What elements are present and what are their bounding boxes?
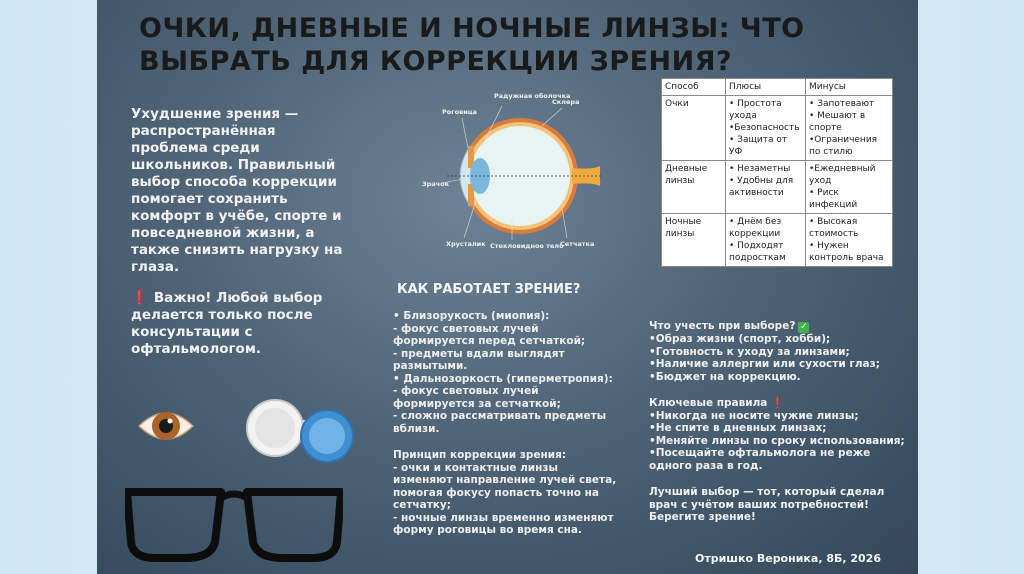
lens-case-icon — [245, 398, 357, 466]
rules-title-text: Ключевые правила — [649, 397, 768, 409]
principle-line: - ночные линзы временно изменяют форму роговицы во время сна. — [393, 511, 614, 536]
how-vision-works-text — [393, 310, 618, 537]
table-row — [662, 161, 893, 214]
page-title — [139, 12, 899, 78]
choice-advice — [649, 320, 911, 524]
table-row — [662, 214, 893, 267]
label-retina: Сетчатка — [560, 240, 595, 248]
label-vitreous: Стекловидное тело — [490, 242, 564, 250]
table-cell-method: Очки — [662, 96, 726, 161]
rule-item: •Меняйте линзы по сроку использования; — [649, 434, 905, 447]
conclusion-text: Лучший выбор — тот, который сделал врач с учётом ваших потребностей! Берегите зрение! — [649, 486, 885, 523]
pro-item: •Безопасность — [729, 123, 800, 133]
check-icon: ✓ — [800, 322, 808, 332]
pro-item: • Днём без коррекции — [729, 217, 782, 239]
label-lens: Хрусталик — [446, 240, 486, 248]
spacer — [393, 435, 618, 449]
exclamation-icon: ❗ — [771, 397, 785, 409]
how-vision-works-title: КАК РАБОТАЕТ ЗРЕНИЕ? — [397, 282, 581, 297]
con-item: • Нужен контроль врача — [809, 241, 884, 263]
poster — [97, 0, 918, 574]
title-line-2: ВЫБРАТЬ ДЛЯ КОРРЕКЦИИ ЗРЕНИЯ? — [139, 46, 733, 77]
intro-block — [131, 106, 356, 372]
glasses-icon — [125, 482, 343, 562]
choose-item: •Готовность к уходу за линзами; — [649, 345, 850, 358]
how-line: • Дальнозоркость (гиперметропия): — [393, 372, 613, 385]
how-line: - сложно рассматривать предметы вблизи. — [393, 410, 607, 435]
table-cell-pros — [726, 96, 806, 161]
rules-title — [649, 397, 911, 410]
table-cell-method: Ночные линзы — [662, 214, 726, 267]
table-header-method: Способ — [662, 79, 726, 96]
principle-line: Принцип коррекции зрения: — [393, 449, 567, 461]
spacer — [649, 383, 911, 397]
con-item: •Ограничения по стилю — [809, 135, 878, 157]
choose-question — [649, 320, 911, 333]
table-row — [662, 96, 893, 161]
warning-text — [131, 290, 356, 358]
pro-item: • Защита от УФ — [729, 135, 788, 157]
table-cell-pros — [726, 161, 806, 214]
con-item: • Высокая стоимость — [809, 217, 859, 239]
con-item: • Риск инфекций — [809, 188, 858, 210]
pro-item: • Незаметны — [729, 164, 791, 174]
choose-item: •Образ жизни (спорт, хобби); — [649, 333, 831, 345]
label-cornea: Роговица — [442, 108, 477, 116]
author-credit: Отришко Вероника, 8Б, 2026 — [695, 552, 881, 565]
eye-diagram — [402, 88, 612, 263]
rule-item: •Никогда не носите чужие линзы; — [649, 409, 859, 422]
table-cell-method: Дневные линзы — [662, 161, 726, 214]
con-item: • Запотевают — [809, 99, 875, 109]
comparison-table — [661, 78, 893, 267]
pro-item: • Удобны для активности — [729, 176, 794, 198]
table-header-row — [662, 79, 893, 96]
pro-item: • Подходят подросткам — [729, 241, 786, 263]
con-item: •Ежедневный уход — [809, 164, 876, 186]
label-sclera: Склера — [552, 98, 580, 106]
intro-text: Ухудшение зрения — распространённая проблема среди школьников. Правильный выбор способа коррекции помогает сохранить комфорт в учёбе, спорте и повседневной жизни, а также снизить нагрузку на глаза. — [131, 106, 343, 275]
eye-emoji-icon — [137, 400, 195, 452]
rule-item: •Посещайте офтальмолога не реже одного раза в год. — [649, 447, 871, 472]
leader-cornea — [462, 118, 468, 148]
spacer — [649, 472, 911, 486]
title-line-1: ОЧКИ, ДНЕВНЫЕ И НОЧНЫЕ ЛИНЗЫ: ЧТО — [139, 13, 805, 44]
table-cell-cons — [806, 96, 893, 161]
table-cell-cons — [806, 161, 893, 214]
table-header-pros: Плюсы — [726, 79, 806, 96]
rule-item: •Не спите в дневных линзах; — [649, 422, 827, 434]
table-cell-cons — [806, 214, 893, 267]
how-line: - фокус световых лучей формируется за сетчаткой; — [393, 385, 561, 410]
label-iris: Радужная оболочка — [494, 92, 571, 100]
choose-item: •Наличие аллергии или сухости глаз; — [649, 358, 880, 370]
con-item: • Мешают в спорте — [809, 111, 866, 133]
warning-label: Важно! Любой выбор делается только после консультации с офтальмологом. — [131, 290, 323, 357]
table-header-cons: Минусы — [806, 79, 893, 96]
how-line: - предметы вдали выглядят размытыми. — [393, 347, 565, 372]
choose-item: •Бюджет на коррекцию. — [649, 370, 801, 383]
leader-sclera — [542, 108, 562, 126]
principle-line: - очки и контактные линзы изменяют направление лучей света, помогая фокусу попасть точно на сетчатку; — [393, 461, 617, 511]
how-line: • Близорукость (миопия): — [393, 310, 550, 322]
exclamation-icon: ❗ — [131, 290, 148, 306]
pro-item: • Простота ухода — [729, 99, 782, 121]
table-cell-pros — [726, 214, 806, 267]
choose-question-text: Что учесть при выборе? — [649, 320, 796, 332]
label-pupil: Зрачок — [422, 180, 449, 188]
how-line: - фокус световых лучей формируется перед сетчаткой; — [393, 322, 586, 347]
